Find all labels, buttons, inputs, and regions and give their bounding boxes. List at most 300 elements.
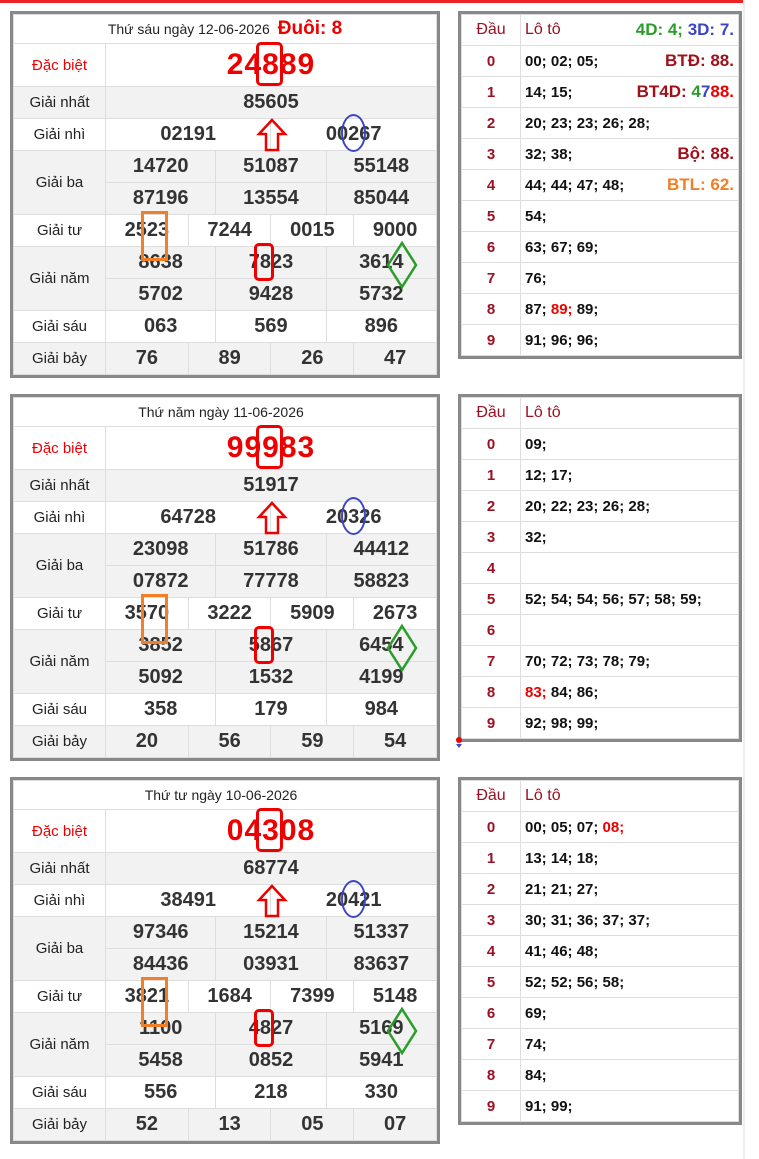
- third-prize-cell: [216, 949, 326, 981]
- third-prize-cell: [106, 183, 216, 215]
- third-prize-cell: [106, 917, 216, 949]
- third-prize-cell: [326, 151, 436, 183]
- special-prize-number: 04308: [226, 814, 316, 847]
- draw-date-title: Thứ tư ngày 10-06-2026: [144, 787, 298, 803]
- loto-value-text: 89;: [572, 300, 599, 318]
- loto-header: [521, 781, 739, 812]
- draw-date-title: Thứ sáu ngày 12-06-2026: [107, 21, 270, 37]
- fourth-prize-number: 0015: [290, 219, 335, 241]
- loto-value-text: 32;: [525, 528, 547, 546]
- seventh-prize-cell: [354, 1109, 437, 1141]
- top-accent-line: [0, 0, 743, 3]
- sixth-prize-cell: [106, 311, 216, 343]
- loto-value-text: 20; 23; 23; 26; 28;: [525, 114, 651, 132]
- result-grid: [13, 14, 437, 375]
- stat-bt4d-label: BT4D:: [636, 82, 692, 101]
- loto-value-text: 70; 72; 73; 78; 79;: [525, 652, 651, 670]
- third-prize-number: 51087: [243, 155, 299, 177]
- loto-value-text: 91; 99;: [525, 1097, 573, 1115]
- third-prize-cell: [216, 534, 326, 566]
- fifth-prize-cell: [216, 279, 326, 311]
- prize-label-fifth: Giải năm: [14, 630, 106, 694]
- loto-value-text: 74;: [525, 1035, 547, 1053]
- prize-label-third: Giải ba: [14, 917, 106, 981]
- dau-digit: 0: [462, 429, 521, 460]
- loto-header: [521, 398, 739, 429]
- loto-value-text: 12; 17;: [525, 466, 573, 484]
- loto-value-text: 30; 31; 36; 37; 37;: [525, 911, 651, 929]
- sixth-prize-number: 179: [254, 698, 288, 720]
- fourth-prize-cell: [271, 215, 354, 247]
- third-prize-number: 23098: [132, 538, 189, 560]
- third-prize-number: 07872: [132, 570, 189, 592]
- loto-value-text: 32; 38;: [525, 145, 573, 163]
- loto-header-label: Lô tô: [525, 787, 561, 804]
- loto-table-2: [458, 394, 742, 742]
- seventh-prize-cell: [354, 726, 437, 758]
- dau-digit: 3: [462, 139, 521, 170]
- seventh-prize-cell: [106, 1109, 189, 1141]
- prize-label-first: Giải nhất: [14, 853, 106, 885]
- third-prize-cell: [106, 949, 216, 981]
- loto-value-text: 09;: [525, 435, 547, 453]
- fifth-prize-cell: [106, 279, 216, 311]
- special-prize: [106, 810, 437, 853]
- fourth-prize-number: 3570: [124, 602, 170, 624]
- duoi-label: Đuôi: 8: [277, 18, 343, 39]
- loto-value-text: 63; 67; 69;: [525, 238, 599, 256]
- fourth-prize-cell: [354, 215, 437, 247]
- seventh-prize-number: 13: [218, 1113, 241, 1135]
- fourth-prize-number: 7399: [290, 985, 335, 1007]
- second-prize-cell: [271, 885, 437, 917]
- third-prize-number: 03931: [243, 953, 299, 975]
- dau-digit: 5: [462, 584, 521, 615]
- dau-digit: 9: [462, 708, 521, 739]
- prize-label-second: Giải nhì: [14, 885, 106, 917]
- special-prize: [106, 427, 437, 470]
- dau-digit: 6: [462, 615, 521, 646]
- dau-digit: 3: [462, 522, 521, 553]
- fifth-prize-number: 4199: [359, 666, 404, 688]
- stat-4d-3d: [636, 20, 734, 40]
- fifth-prize-number: 5702: [138, 283, 183, 305]
- prize-label-sixth: Giải sáu: [14, 1077, 106, 1109]
- seventh-prize-cell: [188, 726, 271, 758]
- result-header: [14, 398, 437, 427]
- second-prize-cell: [271, 502, 437, 534]
- loto-values: [521, 812, 739, 843]
- loto-values: [521, 491, 739, 522]
- loto-values: [521, 905, 739, 936]
- fifth-prize-cell: [216, 247, 326, 279]
- third-prize-number: 77778: [243, 570, 299, 592]
- prize-label-first: Giải nhất: [14, 87, 106, 119]
- sixth-prize-cell: [106, 1077, 216, 1109]
- fourth-prize-cell: [188, 598, 271, 630]
- loto-values: [521, 998, 739, 1029]
- special-prize-number: 99983: [226, 431, 316, 464]
- second-prize-cell: [106, 119, 271, 151]
- dau-digit: 7: [462, 1029, 521, 1060]
- loto-values: [521, 677, 739, 708]
- fifth-prize-number: 3614: [359, 251, 404, 273]
- dau-header: Đầu: [462, 398, 521, 429]
- fifth-prize-cell: [326, 247, 436, 279]
- second-prize-number: 20421: [325, 889, 382, 911]
- fifth-prize-number: 4827: [248, 1017, 294, 1039]
- fourth-prize-number: 5148: [372, 985, 418, 1007]
- seventh-prize-number: 76: [135, 347, 158, 369]
- third-prize-cell: [106, 566, 216, 598]
- loto-values: [521, 967, 739, 998]
- sixth-prize-number: 984: [364, 698, 398, 720]
- loto-values: [521, 232, 739, 263]
- prize-label-fourth: Giải tư: [14, 215, 106, 247]
- loto-value-text: 00; 05; 07;: [525, 818, 603, 836]
- dau-digit: 7: [462, 263, 521, 294]
- fifth-prize-cell: [216, 662, 326, 694]
- third-prize-cell: [326, 183, 436, 215]
- loto-values: [521, 201, 739, 232]
- sixth-prize-cell: [216, 1077, 326, 1109]
- prize-label-seventh: Giải bảy: [14, 1109, 106, 1141]
- loto-value-text: 76;: [525, 269, 547, 287]
- first-prize-number: 85605: [243, 91, 299, 113]
- result-grid: [13, 780, 437, 1141]
- loto-value-text: 52; 52; 56; 58;: [525, 973, 625, 991]
- dau-digit: 0: [462, 812, 521, 843]
- loto-header-label: Lô tô: [525, 21, 561, 38]
- loto-values: [521, 429, 739, 460]
- sixth-prize-cell: [216, 694, 326, 726]
- prize-label-sixth: Giải sáu: [14, 311, 106, 343]
- special-prize-number: 24889: [226, 48, 316, 81]
- loto-values: [521, 584, 739, 615]
- prize-label-seventh: Giải bảy: [14, 343, 106, 375]
- loto-grid: [461, 780, 739, 1122]
- third-prize-number: 14720: [132, 155, 189, 177]
- fourth-prize-number: 3821: [124, 985, 170, 1007]
- dau-digit: 0: [462, 46, 521, 77]
- fourth-prize-cell: [106, 215, 189, 247]
- fifth-prize-cell: [326, 279, 436, 311]
- third-prize-number: 13554: [243, 187, 299, 209]
- seventh-prize-number: 54: [383, 730, 407, 752]
- loto-value-text: 87;: [525, 300, 551, 318]
- loto-value-text: 84; 86;: [546, 683, 599, 701]
- fourth-prize-cell: [271, 598, 354, 630]
- second-prize-cell: [106, 502, 271, 534]
- third-prize-number: 97346: [132, 921, 189, 943]
- second-prize-number: 20326: [325, 506, 382, 528]
- fourth-prize-number: 7244: [207, 219, 252, 241]
- prize-label-second: Giải nhì: [14, 502, 106, 534]
- loto-values: [521, 139, 739, 170]
- prize-label-special: Đặc biệt: [14, 427, 106, 470]
- dau-digit: 9: [462, 1091, 521, 1122]
- loto-header: [521, 15, 739, 46]
- fourth-prize-number: 2523: [124, 219, 170, 241]
- loto-values: [521, 1091, 739, 1122]
- prize-label-seventh: Giải bảy: [14, 726, 106, 758]
- second-prize-number: 64728: [160, 506, 217, 528]
- loto-value-text: 91; 96; 96;: [525, 331, 599, 349]
- fifth-prize-cell: [106, 247, 216, 279]
- loto-values: [521, 170, 739, 201]
- dau-digit: 5: [462, 201, 521, 232]
- third-prize-number: 87196: [132, 187, 189, 209]
- dau-digit: 4: [462, 170, 521, 201]
- second-prize-cell: [271, 119, 437, 151]
- stat-btl: BTL: 62.: [666, 175, 734, 194]
- second-prize-cell: [106, 885, 271, 917]
- loto-values: [521, 77, 739, 108]
- seventh-prize-number: 20: [135, 730, 158, 752]
- second-prize-number: 38491: [160, 889, 217, 911]
- sixth-prize-number: 358: [143, 698, 178, 720]
- result-table-1: [10, 11, 440, 378]
- loto-values: [521, 553, 739, 584]
- loto-values: [521, 1029, 739, 1060]
- prize-label-third: Giải ba: [14, 534, 106, 598]
- third-prize-cell: [216, 151, 326, 183]
- loto-value-highlight: 08;: [602, 818, 625, 836]
- loto-value-text: 84;: [525, 1066, 547, 1084]
- fourth-prize-cell: [188, 981, 271, 1013]
- prize-label-third: Giải ba: [14, 151, 106, 215]
- dau-digit: 5: [462, 967, 521, 998]
- fifth-prize-cell: [216, 1045, 326, 1077]
- fifth-prize-number: 9428: [248, 283, 294, 305]
- prize-label-special: Đặc biệt: [14, 44, 106, 87]
- seventh-prize-cell: [354, 343, 437, 375]
- seventh-prize-cell: [106, 343, 189, 375]
- loto-values: [521, 843, 739, 874]
- fourth-prize-cell: [354, 598, 437, 630]
- fifth-prize-number: 5732: [359, 283, 404, 305]
- third-prize-number: 58823: [353, 570, 410, 592]
- fifth-prize-number: 5458: [138, 1049, 183, 1071]
- dau-digit: 2: [462, 491, 521, 522]
- loto-table-1: [458, 11, 742, 359]
- fifth-prize-cell: [106, 1045, 216, 1077]
- fifth-prize-cell: [326, 662, 436, 694]
- seventh-prize-cell: [106, 726, 189, 758]
- loto-table-3: [458, 777, 742, 1125]
- third-prize-number: 15214: [243, 921, 299, 943]
- dau-digit: 8: [462, 1060, 521, 1091]
- loto-value-text: 41; 46; 48;: [525, 942, 599, 960]
- seventh-prize-cell: [271, 343, 354, 375]
- fifth-prize-cell: [216, 630, 326, 662]
- dau-digit: 1: [462, 460, 521, 491]
- dau-digit: 4: [462, 553, 521, 584]
- fifth-prize-number: 1532: [248, 666, 294, 688]
- third-prize-cell: [216, 183, 326, 215]
- loto-grid: [461, 14, 739, 356]
- fifth-prize-cell: [216, 1013, 326, 1045]
- sixth-prize-number: 330: [364, 1081, 398, 1103]
- stat-3d: 3D: 7.: [687, 20, 734, 39]
- loto-values: [521, 325, 739, 356]
- dau-digit: 6: [462, 232, 521, 263]
- prize-label-fifth: Giải năm: [14, 247, 106, 311]
- third-prize-number: 85044: [353, 187, 410, 209]
- fourth-prize-number: 3222: [207, 602, 252, 624]
- fifth-prize-number: 1100: [138, 1017, 183, 1039]
- fifth-prize-cell: [106, 662, 216, 694]
- fourth-prize-cell: [271, 981, 354, 1013]
- prize-label-second: Giải nhì: [14, 119, 106, 151]
- fifth-prize-number: 6454: [359, 634, 404, 656]
- result-header: [14, 15, 437, 44]
- sixth-prize-cell: [326, 694, 436, 726]
- fourth-prize-number: 5909: [290, 602, 335, 624]
- stat-bt4d: [637, 82, 734, 102]
- seventh-prize-number: 52: [135, 1113, 158, 1135]
- loto-value-text: 54;: [525, 207, 547, 225]
- prize-label-first: Giải nhất: [14, 470, 106, 502]
- prize-label-fifth: Giải năm: [14, 1013, 106, 1077]
- seventh-prize-number: 26: [301, 347, 324, 369]
- fourth-prize-cell: [106, 598, 189, 630]
- first-prize: [106, 87, 437, 119]
- third-prize-cell: [106, 151, 216, 183]
- first-prize: [106, 470, 437, 502]
- fourth-prize-number: 9000: [372, 219, 418, 241]
- dau-digit: 8: [462, 294, 521, 325]
- dau-digit: 1: [462, 843, 521, 874]
- fifth-prize-number: 5169: [359, 1017, 404, 1039]
- stat-bo: Bộ: 88.: [677, 144, 734, 163]
- loto-value-text: 69;: [525, 1004, 547, 1022]
- loto-value-text: 44; 44; 47; 48;: [525, 176, 625, 194]
- fourth-prize-cell: [106, 981, 189, 1013]
- dau-digit: 3: [462, 905, 521, 936]
- fifth-prize-number: 5941: [359, 1049, 404, 1071]
- result-table-3: [10, 777, 440, 1144]
- loto-grid: [461, 397, 739, 739]
- fifth-prize-cell: [326, 1013, 436, 1045]
- dau-digit: 8: [462, 677, 521, 708]
- loto-values: [521, 460, 739, 491]
- third-prize-number: 51337: [353, 921, 410, 943]
- fifth-prize-cell: [106, 1013, 216, 1045]
- third-prize-cell: [326, 566, 436, 598]
- third-prize-cell: [326, 534, 436, 566]
- third-prize-cell: [216, 566, 326, 598]
- sixth-prize-number: 063: [143, 315, 178, 337]
- fifth-prize-number: 5092: [138, 666, 183, 688]
- seventh-prize-cell: [188, 1109, 271, 1141]
- stat-4d: 4D: 4;: [635, 20, 683, 39]
- dau-digit: 9: [462, 325, 521, 356]
- dau-header: Đầu: [462, 15, 521, 46]
- loto-values: [521, 615, 739, 646]
- third-prize-cell: [326, 949, 436, 981]
- sixth-prize-cell: [216, 311, 326, 343]
- prize-label-special: Đặc biệt: [14, 810, 106, 853]
- prize-label-fourth: Giải tư: [14, 598, 106, 630]
- loto-value-text: 14; 15;: [525, 83, 573, 101]
- page-divider: [743, 0, 745, 1159]
- fourth-prize-number: 1684: [207, 985, 252, 1007]
- second-prize-number: 00267: [325, 123, 382, 145]
- second-prize-number: 02191: [160, 123, 217, 145]
- dau-digit: 2: [462, 874, 521, 905]
- loto-values: [521, 1060, 739, 1091]
- result-table-2: [10, 394, 440, 761]
- fourth-prize-cell: [354, 981, 437, 1013]
- fourth-prize-number: 2673: [372, 602, 418, 624]
- fifth-prize-cell: [106, 630, 216, 662]
- third-prize-number: 55148: [353, 155, 410, 177]
- loto-values: [521, 522, 739, 553]
- dau-digit: 7: [462, 646, 521, 677]
- loto-values: [521, 108, 739, 139]
- fifth-prize-cell: [326, 630, 436, 662]
- fifth-prize-number: 3852: [138, 634, 183, 656]
- sixth-prize-number: 569: [254, 315, 288, 337]
- draw-date-title: Thứ năm ngày 11-06-2026: [138, 404, 304, 420]
- stat-btd: BTĐ: 88.: [665, 51, 734, 70]
- first-prize-number: 51917: [243, 474, 299, 496]
- stat-bt4d-part: 4: [691, 82, 701, 101]
- loto-values: [521, 263, 739, 294]
- first-prize: [106, 853, 437, 885]
- dau-header: Đầu: [462, 781, 521, 812]
- loto-header-label: Lô tô: [525, 404, 561, 421]
- loto-values: [521, 874, 739, 905]
- first-prize-number: 68774: [243, 857, 299, 879]
- seventh-prize-cell: [188, 343, 271, 375]
- loto-value-highlight: 89;: [550, 300, 573, 318]
- seventh-prize-number: 59: [301, 730, 324, 752]
- loto-values: [521, 708, 739, 739]
- seventh-prize-number: 89: [218, 347, 241, 369]
- third-prize-number: 44412: [353, 538, 410, 560]
- sixth-prize-number: 896: [364, 315, 398, 337]
- fifth-prize-number: 5867: [248, 634, 294, 656]
- loto-values: [521, 294, 739, 325]
- stat-bt4d-part: 7: [700, 82, 711, 101]
- loto-value-text: 20; 22; 23; 26; 28;: [525, 497, 651, 515]
- third-prize-number: 83637: [353, 953, 410, 975]
- result-grid: [13, 397, 437, 758]
- loto-values: [521, 646, 739, 677]
- third-prize-cell: [326, 917, 436, 949]
- dau-digit: 4: [462, 936, 521, 967]
- dau-digit: 6: [462, 998, 521, 1029]
- sixth-prize-number: 218: [254, 1081, 288, 1103]
- sixth-prize-cell: [326, 311, 436, 343]
- seventh-prize-number: 47: [383, 347, 407, 369]
- special-prize: [106, 44, 437, 87]
- dau-digit: 1: [462, 77, 521, 108]
- loto-value-text: 21; 21; 27;: [525, 880, 599, 898]
- fifth-prize-cell: [326, 1045, 436, 1077]
- loto-value-text: 13; 14; 18;: [525, 849, 599, 867]
- fifth-prize-number: 0852: [248, 1049, 294, 1071]
- loto-value-text: 00; 02; 05;: [525, 52, 599, 70]
- sixth-prize-number: 556: [143, 1081, 178, 1103]
- loto-value-highlight: 83;: [525, 683, 547, 701]
- stat-bt4d-part: 88.: [710, 82, 734, 101]
- seventh-prize-cell: [271, 1109, 354, 1141]
- fifth-prize-number: 7823: [248, 251, 294, 273]
- seventh-prize-cell: [271, 726, 354, 758]
